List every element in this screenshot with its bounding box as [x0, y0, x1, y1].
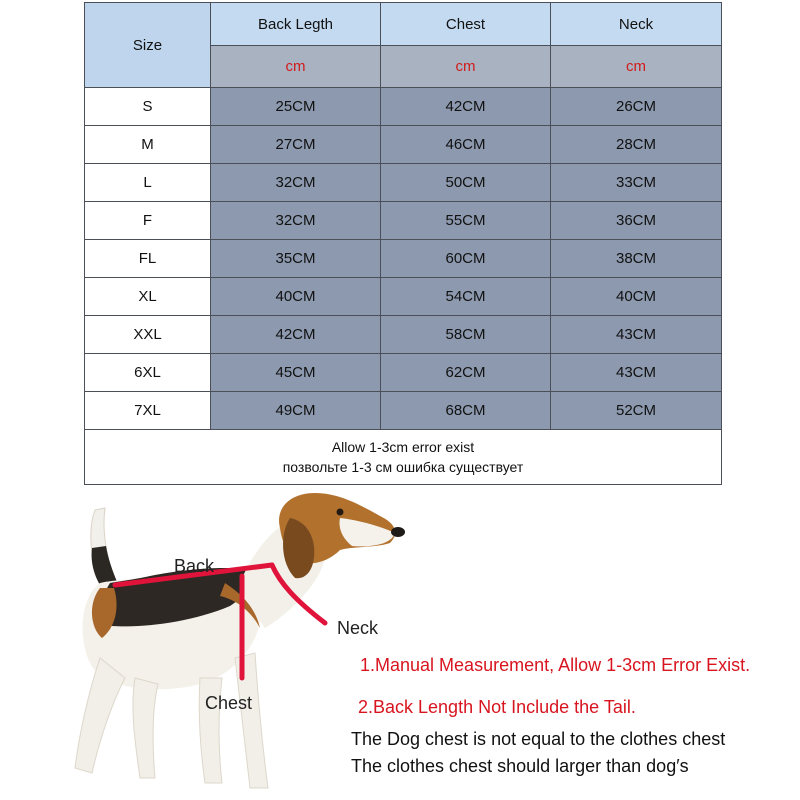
table-row: [85, 88, 722, 126]
neck-cell: 33CM: [551, 164, 722, 202]
table-row: [85, 126, 722, 164]
back-length-cell: 45CM: [211, 354, 381, 392]
neck-label: Neck: [337, 618, 379, 638]
dog-nose: [391, 527, 405, 537]
size-cell: S: [85, 88, 211, 126]
size-header: Size: [85, 3, 211, 88]
chest-cell: 62CM: [381, 354, 551, 392]
neck-cell: 43CM: [551, 316, 722, 354]
note-chest-larger: The clothes chest should larger than dog′s: [351, 756, 689, 776]
back-length-cell: 35CM: [211, 240, 381, 278]
error-note: [85, 430, 722, 485]
table-row: [85, 240, 722, 278]
neck-unit: cm: [551, 46, 722, 88]
chest-cell: 58CM: [381, 316, 551, 354]
dog-measurement-illustration: [40, 488, 440, 800]
back-length-cell: 42CM: [211, 316, 381, 354]
error-note-ru: позвольте 1-3 см ошибка существует: [282, 459, 524, 475]
chest-unit: cm: [381, 46, 551, 88]
chest-cell: 68CM: [381, 392, 551, 430]
dog-back-leg-right: [133, 678, 158, 778]
error-note-en: Allow 1-3cm error exist: [331, 439, 475, 455]
back-length-cell: 27CM: [211, 126, 381, 164]
dog-eye: [337, 509, 344, 516]
chest-label: Chest: [205, 693, 253, 713]
dog-back-leg-left: [75, 658, 125, 773]
back-length-cell: 32CM: [211, 164, 381, 202]
neck-header: Neck: [551, 3, 722, 46]
back-length-cell: 25CM: [211, 88, 381, 126]
chest-cell: 46CM: [381, 126, 551, 164]
chest-cell: 54CM: [381, 278, 551, 316]
note-manual-measurement: 1.Manual Measurement, Allow 1-3cm Error Exist.: [360, 655, 751, 675]
table-row: [85, 202, 722, 240]
neck-cell: 43CM: [551, 354, 722, 392]
neck-cell: 36CM: [551, 202, 722, 240]
neck-cell: 52CM: [551, 392, 722, 430]
note-back-length: 2.Back Length Not Include the Tail.: [358, 697, 636, 717]
table-row: [85, 278, 722, 316]
chest-cell: 55CM: [381, 202, 551, 240]
neck-cell: 38CM: [551, 240, 722, 278]
table-row: [85, 354, 722, 392]
size-cell: 7XL: [85, 392, 211, 430]
size-chart-table: [84, 2, 722, 485]
table-row: [85, 316, 722, 354]
table-row: [85, 392, 722, 430]
size-cell: F: [85, 202, 211, 240]
table-row: [85, 164, 722, 202]
back-length-cell: 49CM: [211, 392, 381, 430]
note-chest-not-equal: The Dog chest is not equal to the clothes chest: [351, 729, 726, 749]
size-cell: 6XL: [85, 354, 211, 392]
back-length-header: Back Legth: [211, 3, 381, 46]
size-cell: XL: [85, 278, 211, 316]
size-cell: L: [85, 164, 211, 202]
chest-cell: 50CM: [381, 164, 551, 202]
back-length-cell: 32CM: [211, 202, 381, 240]
size-cell: XXL: [85, 316, 211, 354]
back-length-cell: 40CM: [211, 278, 381, 316]
chest-cell: 60CM: [381, 240, 551, 278]
size-cell: M: [85, 126, 211, 164]
neck-cell: 26CM: [551, 88, 722, 126]
neck-cell: 40CM: [551, 278, 722, 316]
back-label: Back: [174, 556, 215, 576]
size-cell: FL: [85, 240, 211, 278]
chest-header: Chest: [381, 3, 551, 46]
back-length-unit: cm: [211, 46, 381, 88]
neck-cell: 28CM: [551, 126, 722, 164]
chest-cell: 42CM: [381, 88, 551, 126]
